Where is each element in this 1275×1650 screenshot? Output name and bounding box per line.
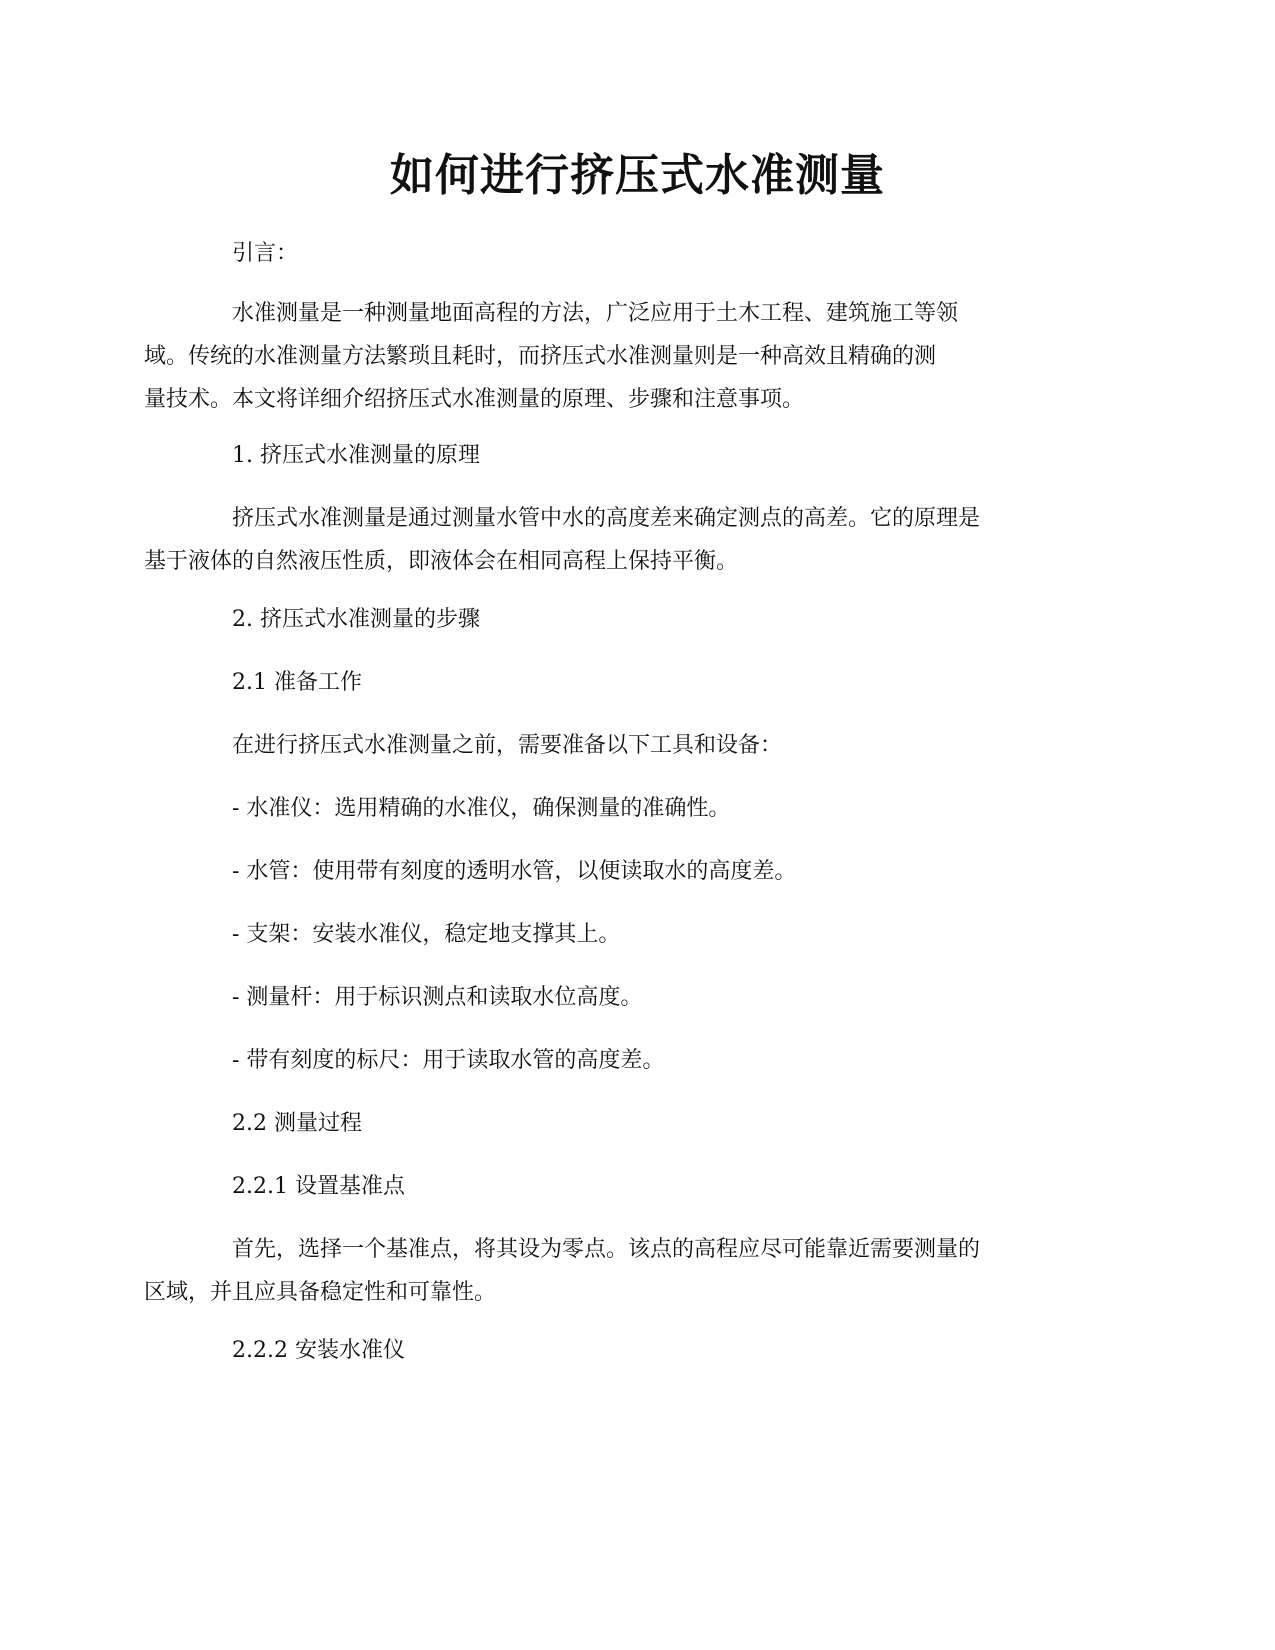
tool-item: - 水管：使用带有刻度的透明水管，以便读取水的高度差。 [232, 859, 797, 884]
tool-item: - 支架：安装水准仪，稳定地支撑其上。 [232, 922, 621, 947]
section-1-line-2: 基于液体的自然液压性质，即液体会在相同高程上保持平衡。 [144, 549, 739, 574]
tool-item: - 带有刻度的标尺：用于读取水管的高度差。 [232, 1048, 665, 1073]
tool-item: - 测量杆：用于标识测点和读取水位高度。 [232, 985, 643, 1010]
intro-line-3: 量技术。本文将详细介绍挤压式水准测量的原理、步骤和注意事项。 [144, 387, 805, 412]
intro-paragraph [144, 292, 1088, 421]
section-1-heading: 1. 挤压式水准测量的原理 [232, 443, 480, 468]
section-2-1-paragraph: 在进行挤压式水准测量之前，需要准备以下工具和设备： [232, 733, 783, 758]
intro-label: 引言： [232, 241, 299, 266]
section-2-2-1-line-1: 首先，选择一个基准点，将其设为零点。该点的高程应尽可能靠近需要测量的 [232, 1237, 981, 1262]
section-2-2-1-heading: 2.2.1 设置基准点 [232, 1174, 405, 1199]
section-2-2-1-line-2: 区域，并且应具备稳定性和可靠性。 [144, 1280, 497, 1305]
intro-line-1: 水准测量是一种测量地面高程的方法，广泛应用于土木工程、建筑施工等领 [232, 301, 959, 326]
section-1-line-1: 挤压式水准测量是通过测量水管中水的高度差来确定测点的高差。它的原理是 [232, 506, 981, 531]
intro-line-2: 域。传统的水准测量方法繁琐且耗时，而挤压式水准测量则是一种高效且精确的测 [144, 344, 937, 369]
tool-item: - 水准仪：选用精确的水准仪，确保测量的准确性。 [232, 796, 731, 821]
section-2-2-2-heading: 2.2.2 安装水准仪 [232, 1338, 405, 1363]
section-1-paragraph [144, 497, 1088, 583]
section-2-heading: 2. 挤压式水准测量的步骤 [232, 607, 480, 632]
section-2-2-heading: 2.2 测量过程 [232, 1111, 362, 1136]
section-2-1-heading: 2.1 准备工作 [232, 670, 362, 695]
section-2-2-1-paragraph [144, 1228, 1088, 1314]
page-title: 如何进行挤压式水准测量 [390, 150, 885, 201]
